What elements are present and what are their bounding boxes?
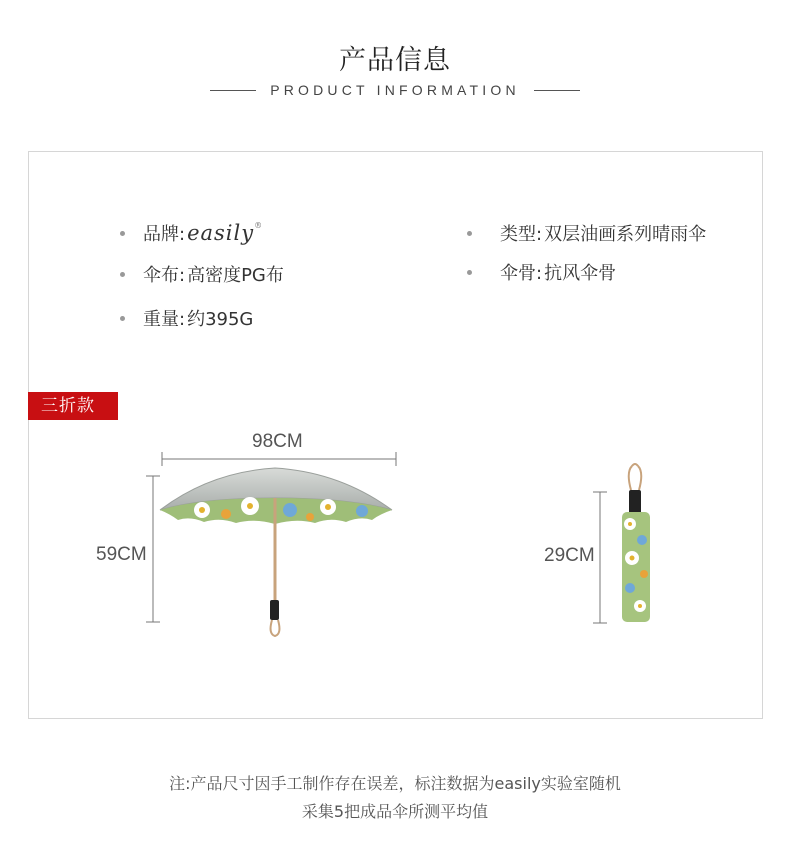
page-title: 产品信息 <box>339 45 451 76</box>
folded-umbrella-image <box>612 462 662 622</box>
note-line-2: 采集5把成品伞所测平均值 <box>301 802 489 821</box>
spec-frame-value: 抗风伞骨 <box>544 263 617 284</box>
open-umbrella-image <box>150 462 410 642</box>
spec-weight-label: 重量: <box>143 309 186 330</box>
spec-frame-label: 伞骨: <box>500 263 543 284</box>
spec-weight-value: 约395G <box>187 309 254 330</box>
spec-type-value: 双层油画系列晴雨伞 <box>544 224 707 245</box>
spec-type-label: 类型: <box>500 224 543 245</box>
open-height-label: 59CM <box>96 544 147 565</box>
brand-logo: easily® <box>187 221 264 245</box>
spec-fabric-label: 伞布: <box>143 265 186 286</box>
page-subtitle: PRODUCT INFORMATION <box>270 82 520 98</box>
spec-brand-label: 品牌: <box>143 224 186 245</box>
open-width-label: 98CM <box>252 431 303 452</box>
folded-length-label: 29CM <box>544 545 595 566</box>
spec-fabric-value: 高密度PG布 <box>187 265 284 286</box>
note-line-1: 注:产品尺寸因手工制作存在误差，标注数据为easily实验室随机 <box>169 774 621 793</box>
fold-type-badge: 三折款 <box>28 392 118 420</box>
